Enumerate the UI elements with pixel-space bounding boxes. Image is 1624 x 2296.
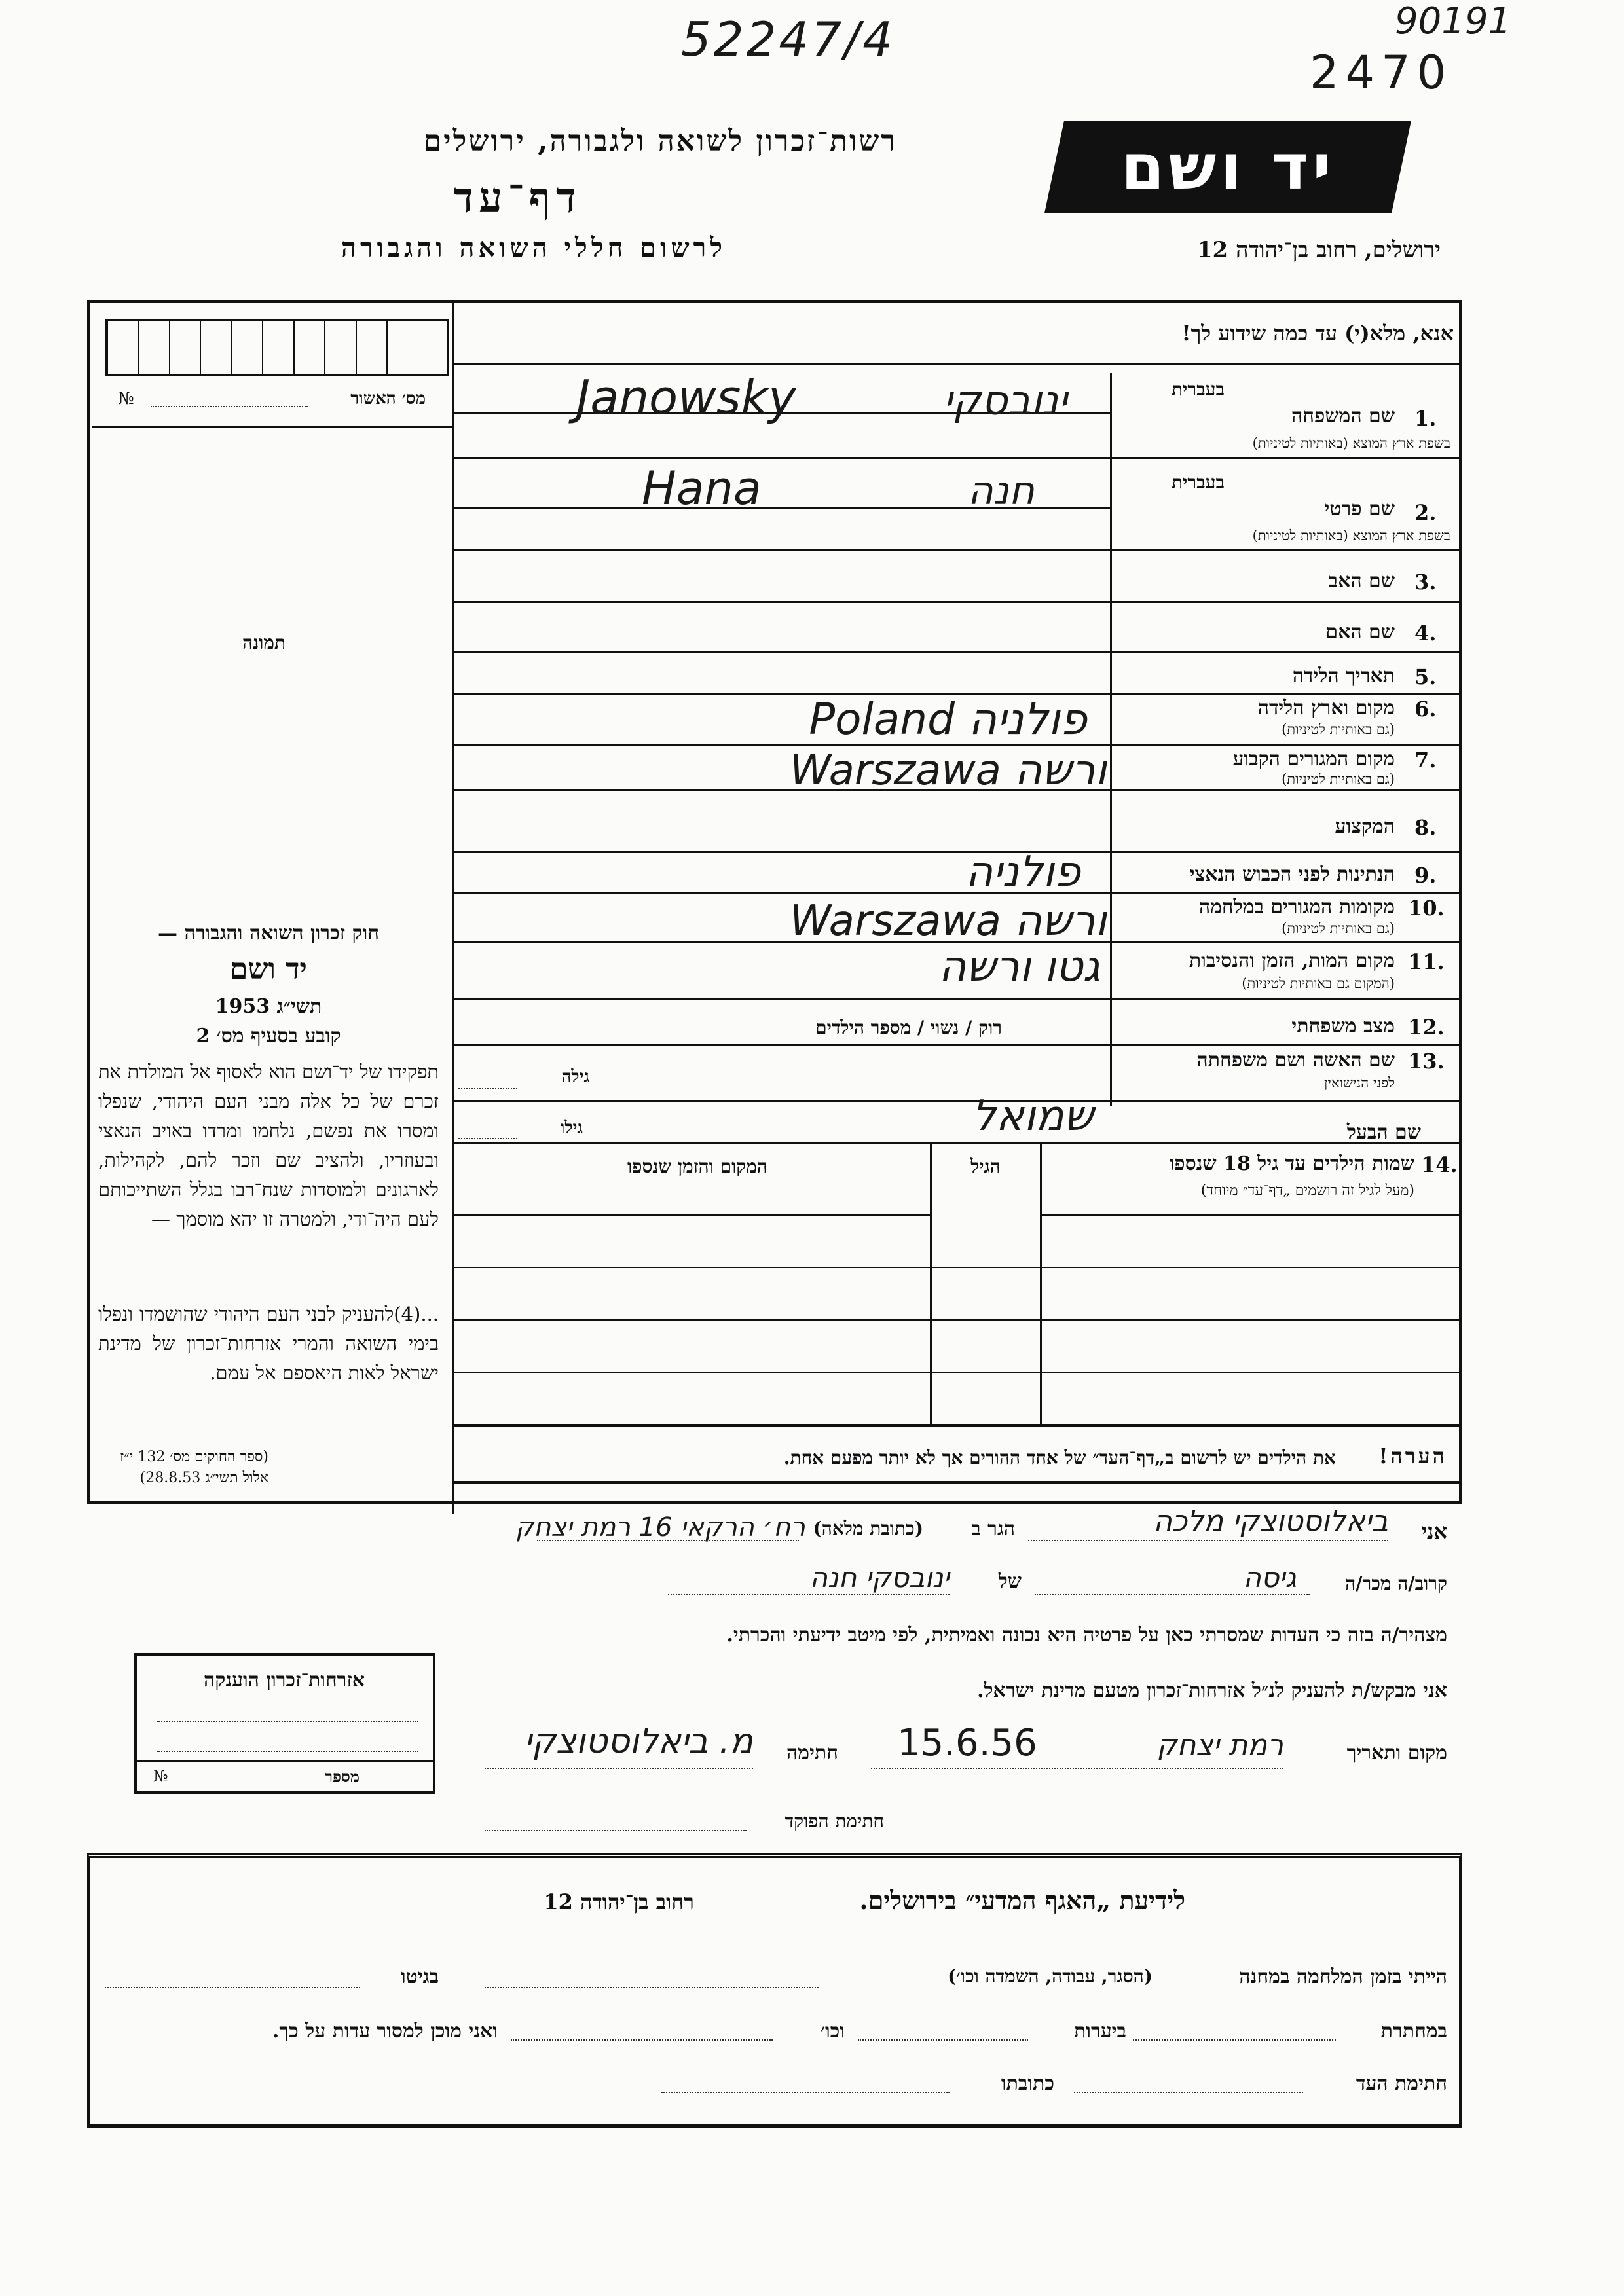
decl-signature[interactable]: מ. ביאלוסטוצקי: [524, 1722, 753, 1761]
field-2-label: שם פרטי: [1324, 498, 1395, 520]
citizenship-title: אזרחות־זכרון הוענקה: [203, 1669, 365, 1692]
address: ירושלים, רחוב בן־יהודה 12: [1196, 237, 1441, 263]
field-4-num: 4.: [1414, 621, 1437, 646]
children-age-col: הגיל: [970, 1156, 1001, 1177]
field-13-num: 13.: [1408, 1049, 1445, 1074]
decl-request: אני מבקש/ת להעניק לנ״ל אזרחות־זכרון מטעם מדינת ישראל.: [977, 1679, 1447, 1702]
logo-text: יד ושם: [1120, 130, 1335, 204]
field-12-label: מצב משפחתי: [1291, 1015, 1395, 1038]
approval-no-label: מס׳ האשור: [350, 389, 426, 409]
note-text: את הילדים יש לרשום ב„דף־העד״ של אחד ההורים אך לא יותר מפעם אחת.: [783, 1447, 1336, 1468]
decl-signature-label: חתימה: [786, 1741, 838, 1764]
field-3-label: שם האב: [1328, 570, 1395, 592]
field-8-label: המקצוע: [1335, 815, 1395, 838]
decl-of-name[interactable]: ינובסקי חנה: [809, 1561, 950, 1594]
field-7-num: 7.: [1414, 748, 1437, 773]
field-9-value[interactable]: פולניה: [965, 848, 1080, 896]
handwritten-reference: 52247/4: [681, 12, 896, 67]
law-reference: (ספר החוקים מס׳ 132 י״ז אלול תשי״ג 28.8.53): [120, 1449, 268, 1486]
decl-address-label: (כתובת מלאה): [813, 1518, 923, 1539]
field-6-value[interactable]: פולניה Poland: [809, 694, 1087, 744]
field-7-value[interactable]: ורשה Warszawa: [789, 746, 1107, 795]
husband-age-label: גילו: [560, 1118, 583, 1138]
citizenship-box: [134, 1653, 435, 1794]
law-text: תפקידו של יד־ושם הוא לאסוף אל המולדת את זכרם של כל אלה מבני העם היהודי, שנפלו ומסרו את נפשם, נלחמו ומרדו באויב הנאצי ובעוזריו, ולהציב שם וזכר להם, לקהילות, לארגונים ולמוסדות שנח־רבו בגלל השתייכותם לעם היה־ודי, ולמטרה זו יהא מוסמך —: [98, 1061, 439, 1230]
children-label: שמות הילדים עד גיל 18 שנספו: [1169, 1152, 1414, 1175]
no-mark: №: [118, 389, 134, 409]
field-5-num: 5.: [1414, 665, 1437, 689]
decl-place-date-label: מקום ותאריך: [1346, 1741, 1447, 1764]
footer-line2-b: ביערות: [1073, 2020, 1126, 2043]
children-num: 14.: [1421, 1152, 1458, 1177]
decl-of-label: של: [998, 1570, 1022, 1593]
approval-no-field[interactable]: [151, 406, 308, 407]
footer-title: לידיעת „האגף המדעי״ בירושלים.: [859, 1886, 1185, 1915]
decl-place[interactable]: רמת יצחק: [1156, 1728, 1283, 1762]
children-place-col: המקום והזמן שנספו: [627, 1156, 767, 1177]
field-11-label: מקום המות, הזמן והנסיבות: [1189, 949, 1395, 972]
decl-official-field[interactable]: [485, 1830, 747, 1831]
law-text-2: ...(4)להעניק לבני העם היהודי שהושמדו ונפלו בימי השואה והמרי אזרחות־זכרון של מדינת ישראל לאות היאספם אל עמם.: [98, 1303, 439, 1384]
field-10-label: מקומות המגורים במלחמה: [1198, 896, 1395, 919]
decl-relation[interactable]: גיסה: [1243, 1561, 1297, 1594]
yad-vashem-logo: [1044, 121, 1411, 213]
field-11-num: 11.: [1408, 949, 1445, 974]
footer-forests-field[interactable]: [858, 2039, 1028, 2041]
field-10-num: 10.: [1408, 896, 1445, 920]
field-7-label: מקום המגורים הקבוע: [1232, 748, 1395, 771]
footer-witness-address-field[interactable]: [661, 2092, 950, 2093]
field-1-num: 1.: [1414, 406, 1437, 431]
husband-label: שם הבעל: [1346, 1121, 1421, 1144]
decl-i-label: אני: [1421, 1519, 1447, 1544]
field-1-latin-value[interactable]: Janowsky: [576, 370, 796, 425]
footer-underground-field[interactable]: [1133, 2039, 1336, 2041]
law-name: יד ושם: [230, 953, 307, 986]
photo-label: תמונה: [242, 632, 286, 653]
decl-address[interactable]: רח׳ הרקאי 16 רמת יצחק: [515, 1512, 805, 1542]
footer-line2-a: במחתרת: [1380, 2020, 1447, 2043]
footer-line1-b: (הסגר, עבודה, השמדה וכו׳): [948, 1965, 1153, 1987]
decl-statement: מצהיר/ה בזה כי העדות שמסרתי כאן על פרטיה היא נכונה ואמיתית, לפי מיטב ידיעתי והכרתי.: [726, 1624, 1447, 1647]
field-12-hint: רוק / נשוי / מספר הילדים: [815, 1017, 1002, 1038]
field-2-hebrew-sub: בעברית: [1171, 471, 1225, 493]
note-label: הערה!: [1378, 1444, 1447, 1468]
field-2-hebrew-value[interactable]: חנה: [967, 468, 1035, 514]
form-subtitle: לרשום חללי השואה והגבורה: [341, 232, 727, 263]
children-sub: (מעל לגיל זה רושמים „דף־עד״ מיוחד): [1200, 1182, 1414, 1199]
field-3-num: 3.: [1414, 570, 1437, 594]
footer-address: רחוב בן־יהודה 12: [544, 1889, 694, 1914]
field-2-latin-value[interactable]: Hana: [642, 462, 762, 515]
husband-age-input[interactable]: [458, 1138, 517, 1139]
field-6-sub: (גם באותיות לטיניות): [1282, 721, 1395, 737]
field-13-age-input[interactable]: [458, 1088, 517, 1089]
field-5-label: תאריך הלידה: [1292, 665, 1395, 687]
field-6-num: 6.: [1414, 697, 1437, 721]
left-panel-divider: [452, 300, 454, 1514]
authority-name: רשות־זכרון לשואה ולגבורה, ירושלים: [423, 124, 897, 158]
field-2-latin-sub: בשפת ארץ המוצא (באותיות לטיניות): [1252, 528, 1450, 543]
law-title: חוק זכרון השואה והגבורה —: [158, 922, 379, 945]
footer-line3-a: חתימת העד: [1356, 2072, 1447, 2095]
field-2-num: 2.: [1414, 500, 1437, 525]
field-13-age-label: גילה: [561, 1067, 589, 1087]
intro-text: אנא, מלא(י) עד כמה שידוע לך!: [1181, 321, 1454, 346]
field-1-latin-sub: בשפת ארץ המוצא (באותיות לטיניות): [1252, 435, 1450, 451]
field-1-hebrew-value[interactable]: ינובסקי: [943, 376, 1067, 424]
footer-etc-field[interactable]: [511, 2039, 773, 2041]
field-9-label: הנתינות לפני הכבוש הנאצי: [1189, 863, 1395, 886]
field-13-sub: לפני הנישואין: [1324, 1075, 1395, 1091]
decl-name[interactable]: ביאלוסטוצקי מלכה: [1153, 1504, 1388, 1538]
label-column-divider: [1110, 373, 1112, 1106]
citizenship-number-label: מספר: [325, 1767, 360, 1786]
field-9-num: 9.: [1414, 863, 1437, 888]
footer-line2-d: ואני מוכן למסור עדות על כך.: [272, 2020, 498, 2043]
field-11-value[interactable]: גטו ורשה: [938, 943, 1100, 991]
field-1-hebrew-sub: בעברית: [1171, 378, 1225, 400]
handwritten-number: 2470: [1310, 46, 1453, 100]
decl-resides-label: הגר ב: [971, 1518, 1015, 1540]
field-13-label: שם האשה ושם משפחתה: [1196, 1049, 1395, 1072]
husband-value[interactable]: שמואל: [972, 1092, 1094, 1140]
citizenship-no-mark: №: [153, 1767, 168, 1785]
decl-relative-label: קרוב/ה מכר/ה: [1345, 1573, 1447, 1594]
field-10-sub: (גם באותיות לטיניות): [1282, 920, 1395, 936]
law-section: קובע בסעיף מס׳ 2: [196, 1025, 341, 1048]
footer-line1-a: הייתי בזמן המלחמה במחנה: [1239, 1965, 1447, 1988]
footer-camp-field[interactable]: [485, 1987, 819, 1988]
law-year: תשי״ג 1953: [215, 995, 322, 1018]
decl-official-label: חתימת הפוקד: [784, 1810, 884, 1832]
form-title: דף־עד: [453, 173, 581, 223]
footer-ghetto-field[interactable]: [105, 1987, 360, 1988]
field-4-label: שם האם: [1325, 621, 1395, 644]
field-7-sub: (גם באותיות לטיניות): [1282, 771, 1395, 787]
footer-line3-b: כתובתו: [1001, 2072, 1054, 2095]
footer-line2-c: וכו׳: [821, 2020, 845, 2043]
handwritten-number-2: 90191: [1395, 0, 1512, 43]
field-12-num: 12.: [1408, 1015, 1445, 1040]
field-10-value[interactable]: ורשה Warszawa: [789, 897, 1107, 945]
footer-witness-sig-field[interactable]: [1074, 2092, 1303, 2093]
decl-date[interactable]: 15.6.56: [897, 1722, 1037, 1764]
field-8-num: 8.: [1414, 815, 1437, 840]
approval-boxes: [105, 319, 449, 376]
field-11-sub: (המקום גם באותיות לטיניות): [1242, 975, 1395, 991]
field-1-label: שם המשפחה: [1291, 405, 1395, 428]
footer-line1-c: בגיטו: [400, 1965, 439, 1988]
field-6-label: מקום וארץ הלידה: [1257, 697, 1395, 720]
